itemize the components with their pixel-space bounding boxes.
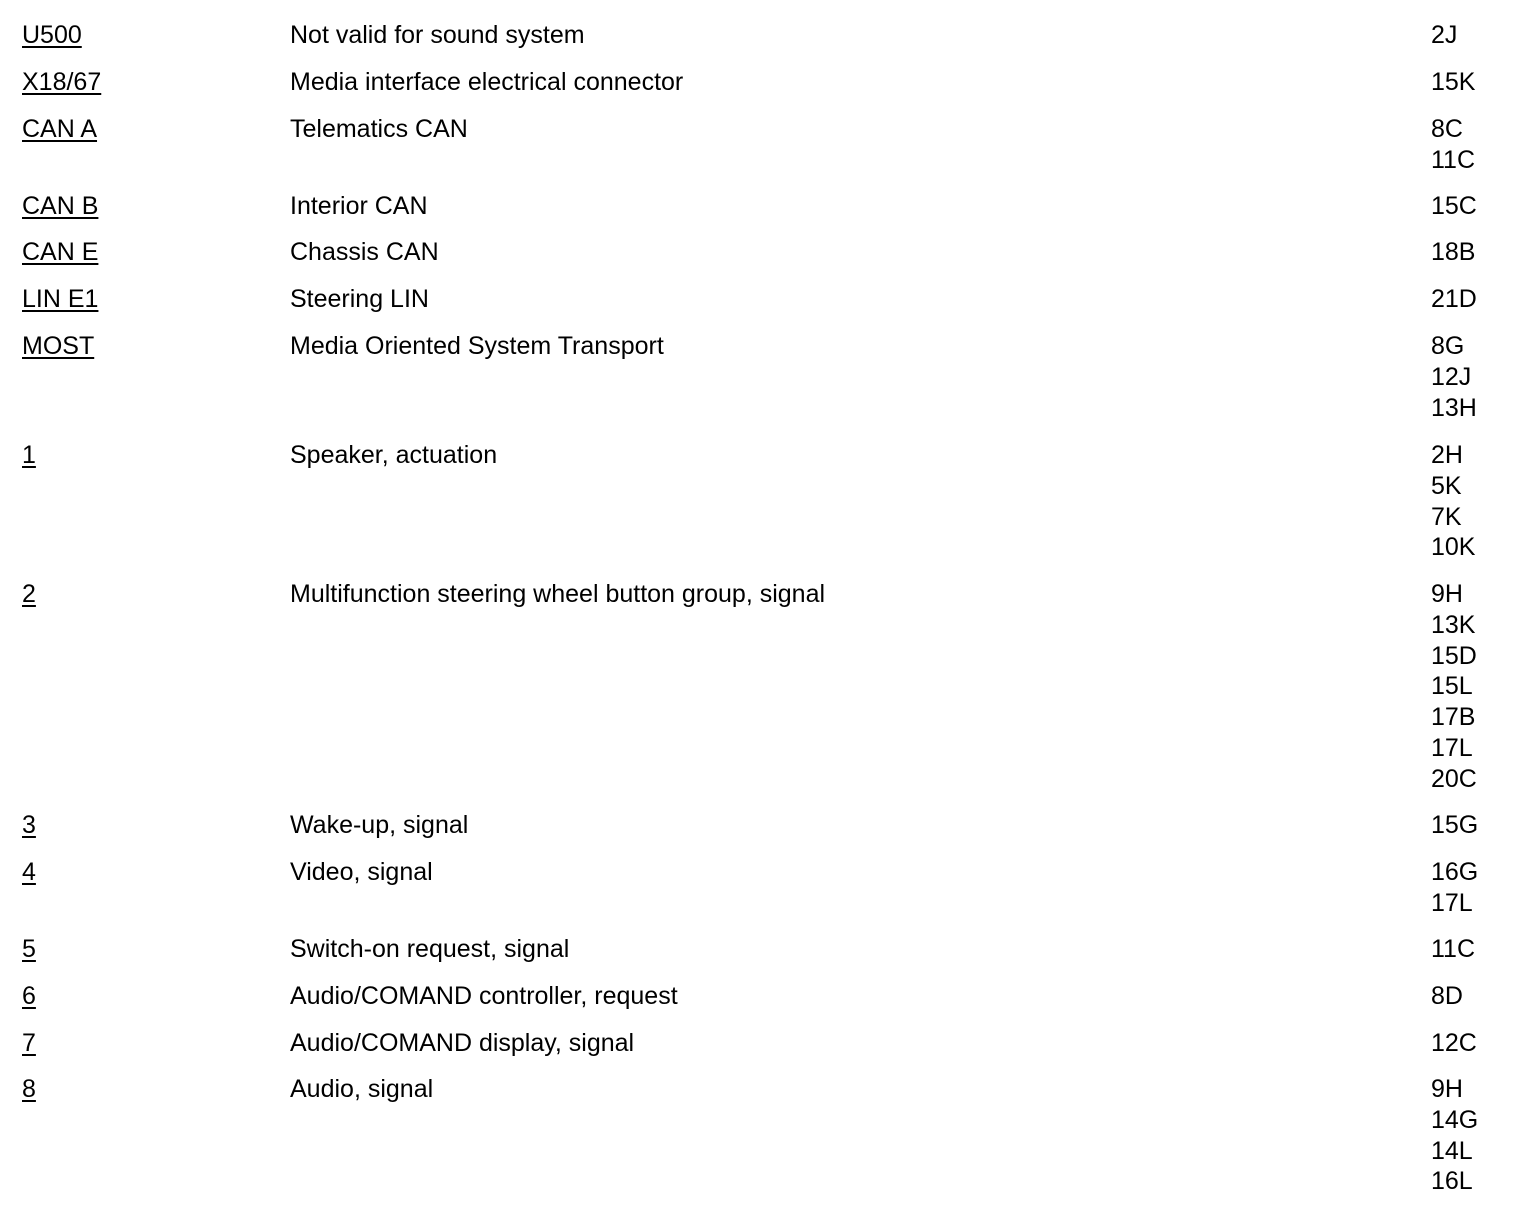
legend-description: Chassis CAN xyxy=(290,238,439,266)
grid-ref: 8C xyxy=(1431,115,1463,143)
grid-ref: 8G xyxy=(1431,332,1465,360)
legend-description: Telematics CAN xyxy=(290,115,468,143)
legend-refs xyxy=(1431,114,1475,176)
grid-ref: 20C xyxy=(1431,764,1477,793)
legend-refs xyxy=(1431,810,1478,841)
grid-ref: 14L xyxy=(1431,1136,1473,1165)
legend-description: Audio, signal xyxy=(290,1075,434,1103)
legend-refs xyxy=(1431,284,1477,315)
legend-description: Switch-on request, signal xyxy=(290,935,570,963)
grid-ref: 5K xyxy=(1431,471,1462,500)
grid-ref: 21D xyxy=(1431,285,1477,313)
grid-ref: 11C xyxy=(1431,145,1476,174)
legend-refs xyxy=(1431,331,1477,423)
legend-code-link[interactable]: U500 xyxy=(22,21,82,49)
grid-ref: 10K xyxy=(1431,533,1476,562)
grid-ref: 16G xyxy=(1431,858,1479,886)
legend-refs xyxy=(1431,934,1475,965)
grid-ref: 15L xyxy=(1431,672,1473,701)
legend-refs xyxy=(1431,1028,1477,1059)
grid-ref: 9H xyxy=(1431,1075,1463,1103)
legend-description: Interior CAN xyxy=(290,192,428,220)
grid-ref: 15D xyxy=(1431,641,1477,670)
grid-ref: 15C xyxy=(1431,192,1477,220)
grid-ref: 15G xyxy=(1431,811,1479,839)
legend-description: Audio/COMAND display, signal xyxy=(290,1029,635,1057)
legend-refs xyxy=(1431,579,1477,795)
legend-refs xyxy=(1431,440,1475,563)
grid-ref: 17L xyxy=(1431,733,1473,762)
legend-description: Steering LIN xyxy=(290,285,429,313)
legend-code-link[interactable]: CAN E xyxy=(22,238,99,266)
legend-refs xyxy=(1431,191,1477,222)
legend-code-link[interactable]: 3 xyxy=(22,811,36,839)
legend-refs xyxy=(1431,237,1475,268)
grid-ref: 11C xyxy=(1431,935,1476,963)
legend-code-link[interactable]: MOST xyxy=(22,332,95,360)
legend-code-link[interactable]: LIN E1 xyxy=(22,285,99,313)
legend-code-link[interactable]: 5 xyxy=(22,935,36,963)
legend-refs xyxy=(1431,981,1463,1012)
grid-ref: 13K xyxy=(1431,610,1476,639)
legend-code-link[interactable]: 4 xyxy=(22,858,36,886)
grid-ref: 18B xyxy=(1431,238,1476,266)
grid-ref: 12J xyxy=(1431,362,1472,391)
legend-description: Media Oriented System Transport xyxy=(290,332,664,360)
grid-ref: 9H xyxy=(1431,580,1463,608)
grid-ref: 15K xyxy=(1431,68,1476,96)
legend-description: Audio/COMAND controller, request xyxy=(290,982,678,1010)
legend-code-link[interactable]: 8 xyxy=(22,1075,36,1103)
grid-ref: 2H xyxy=(1431,441,1463,469)
legend-refs xyxy=(1431,20,1457,51)
legend-code-link[interactable]: 6 xyxy=(22,982,36,1010)
grid-ref: 17B xyxy=(1431,703,1476,732)
grid-ref: 7K xyxy=(1431,502,1462,531)
legend-code-link[interactable]: X18/67 xyxy=(22,68,102,96)
legend-code-link[interactable]: 1 xyxy=(22,441,36,469)
legend-description: Video, signal xyxy=(290,858,433,886)
legend-refs xyxy=(1431,1074,1478,1197)
legend-refs xyxy=(1431,67,1475,98)
grid-ref: 16L xyxy=(1431,1167,1473,1196)
grid-ref: 14G xyxy=(1431,1105,1479,1134)
legend-code-link[interactable]: CAN A xyxy=(22,115,98,143)
legend-code-link[interactable]: 2 xyxy=(22,580,36,608)
grid-ref: 12C xyxy=(1431,1029,1477,1057)
legend-code-link[interactable]: 7 xyxy=(22,1029,36,1057)
legend-description: Media interface electrical connector xyxy=(290,68,684,96)
legend-description: Speaker, actuation xyxy=(290,441,498,469)
grid-ref: 8D xyxy=(1431,982,1463,1010)
grid-ref: 17L xyxy=(1431,888,1473,917)
legend-refs xyxy=(1431,857,1478,919)
grid-ref: 13H xyxy=(1431,393,1477,422)
legend-description: Not valid for sound system xyxy=(290,21,585,49)
legend-description: Multifunction steering wheel button group, signal xyxy=(290,580,826,608)
legend-code-link[interactable]: CAN B xyxy=(22,192,99,220)
legend-description: Wake-up, signal xyxy=(290,811,469,839)
grid-ref: 2J xyxy=(1431,21,1458,49)
